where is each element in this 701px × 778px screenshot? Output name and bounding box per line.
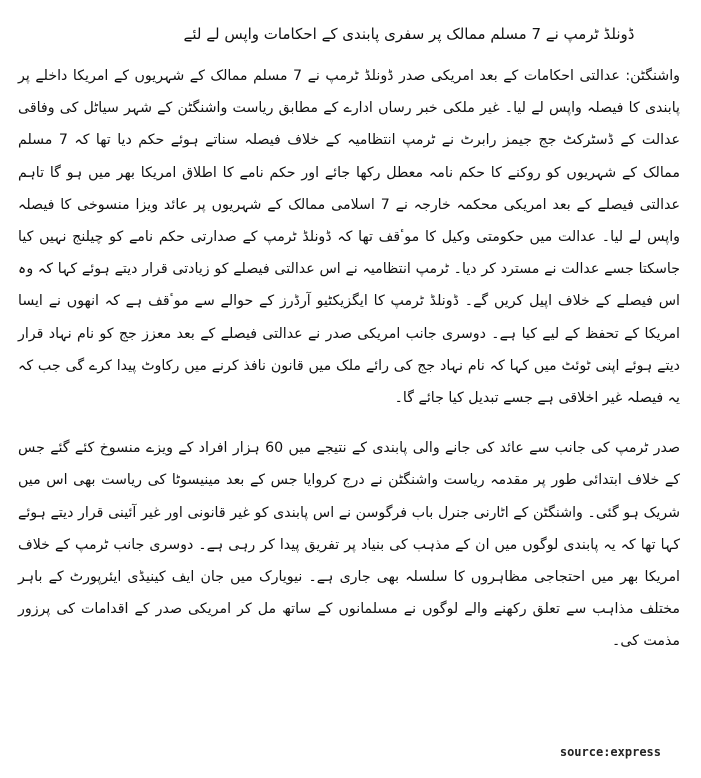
article-headline: ڈونلڈ ٹرمپ نے 7 مسلم ممالک پر سفری پابندی کے احکامات واپس لے لئے (183, 25, 635, 43)
article-paragraph-1: واشنگٹن: عدالتی احکامات کے بعد امریکی صدر ڈونلڈ ٹرمپ نے 7 مسلم ممالک کے شہریوں کے امریکا داخلے پر پابندی کا فیصلہ واپس لے لیا۔ غیر ملکی خبر رساں ادارے کے مطابق ریاست واشنگٹن کے شہر سیاٹل کی وفاقی عدالت کے ڈسٹرکٹ جج جیمز رابرٹ نے ٹرمپ انتظامیہ کے خلاف فیصلہ سناتے ہوئے حکم دیا تھا کہ 7 مسلم ممالک کے شہریوں کو روکنے کا حکم نامہ معطل رکھا جائے اور حکم نامے کا اطلاق امریکا بھر میں ہو گا تاہم عدالتی فیصلے کے بعد امریکی محکمہ خارجہ نے 7 اسلامی ممالک کے شہریوں پر عائد ویزا منسوخی کا فیصلہ واپس لے لیا۔ عدالت میں حکومتی وکیل کا موٴقف تھا کہ ڈونلڈ ٹرمپ کے صدارتی حکم نامے کو چیلنج نہیں کیا جاسکتا جسے عدالت نے مسترد کر دیا۔ ٹرمپ انتظامیہ نے اس عدالتی فیصلے کو زیادتی قرار دیتے ہوئے کہا کہ وہ اس فیصلے کے خلاف اپیل کریں گے۔ ڈونلڈ ٹرمپ کا ایگزیکٹیو آرڈرز کے حوالے سے موٴقف ہے کہ انھوں نے ایسا امریکا کے تحفظ کے لیے کیا ہے۔ دوسری جانب امریکی صدر نے عدالتی فیصلے کے بعد معزز جج کو نام نہاد قرار دیتے ہوئے اپنی ٹوئٹ میں کہا کہ نام نہاد جج کی رائے ملک میں قانون نافذ کرنے میں رکاوٹ پیدا کرے گی جب کہ یہ فیصلہ غیر اخلاقی ہے جسے تبدیل کیا جائے گا۔ (18, 68, 681, 407)
source-credit: source:express (559, 745, 661, 759)
article (18, 22, 680, 676)
article-paragraph-2: صدر ٹرمپ کی جانب سے عائد کی جانے والی پابندی کے نتیجے میں 60 ہزار افراد کے ویزے منسوخ کئے گئے جس کے خلاف ابتدائی طور پر مقدمہ ریاست واشنگٹن نے درج کروایا جس کے بعد مینیسوٹا کی ریاست بھی اس میں شریک ہو گئی۔ واشنگٹن کے اٹارنی جنرل باب فرگوسن نے اس پابندی کو غیر قانونی اور غیر آئینی قرار دیتے ہوئے کہا تھا کہ یہ پابندی لوگوں میں ان کے مذہب کی بنیاد پر تفریق پیدا کر رہی ہے۔ دوسری جانب ٹرمپ کے خلاف امریکا بھر میں احتجاجی مظاہروں کا سلسلہ بھی جاری ہے۔ نیویارک میں جان ایف کینیڈی ایئرپورٹ کے باہر مختلف مذاہب سے تعلق رکھنے والے لوگوں نے مسلمانوں کے ساتھ مل کر امریکی صدر کے اقدامات کی پرزور مذمت کی۔ (18, 440, 680, 650)
